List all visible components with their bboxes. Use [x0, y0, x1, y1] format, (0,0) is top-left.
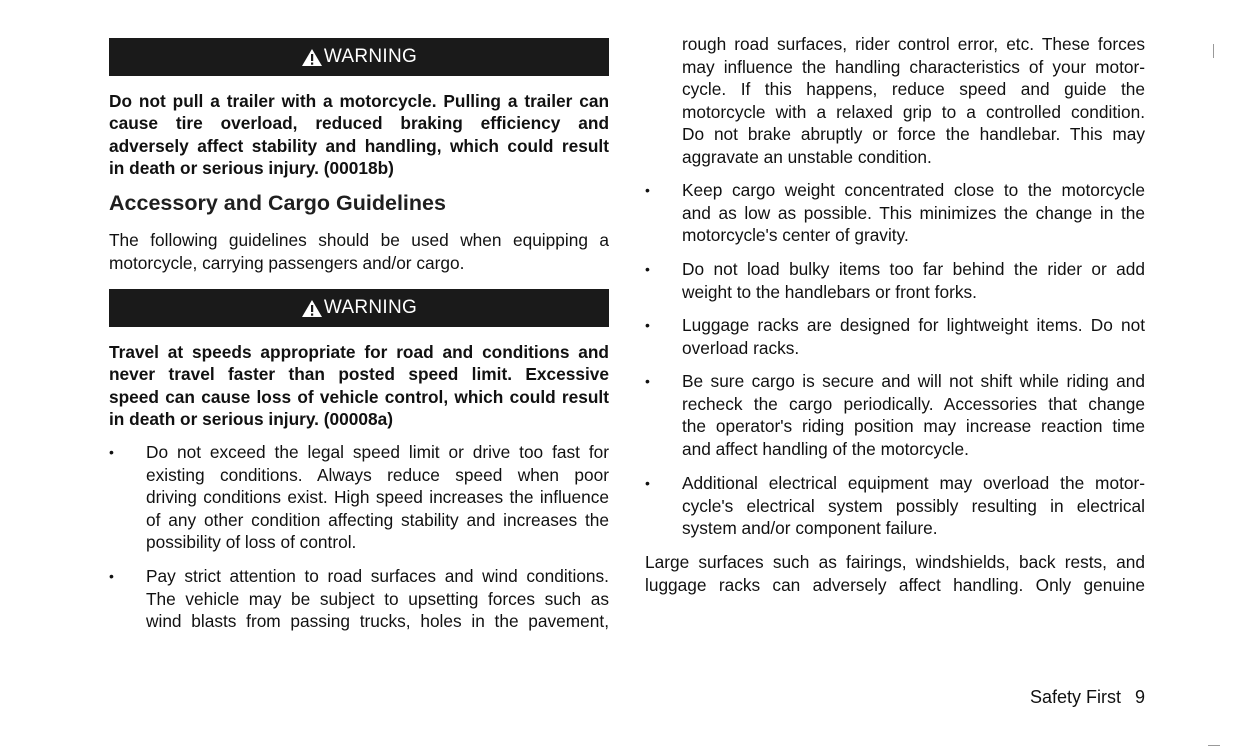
bullet-line: Do not exceed the legal speed limit or drive too fast for: [146, 442, 609, 462]
continuation-text: [682, 33, 1145, 168]
continuation-line: motorcycle with a relaxed grip to a controlled condition.: [682, 101, 1145, 122]
warning-label-1: WARNING: [323, 46, 418, 67]
bullet-line: cycle's electrical system possibly resulting in electrical: [682, 495, 1145, 516]
bullet-line: possibility of loss of control.: [146, 532, 357, 552]
bullet-marker: •: [109, 568, 114, 584]
bullet-text: [682, 472, 1145, 540]
bullet-text: [682, 314, 1145, 359]
bullet-marker: •: [645, 373, 650, 389]
closing-line: Large surfaces such as fairings, windshields, back rests, and: [645, 552, 1145, 572]
continuation-line: may influence the handling characteristics of your motor-: [682, 56, 1145, 77]
page-footer: [1030, 687, 1145, 708]
scan-edge-mark: [1208, 745, 1220, 746]
bullet-text: [682, 258, 1145, 303]
bullet-line: The vehicle may be subject to upsetting forces such as: [146, 588, 609, 609]
continuation-line: Do not brake abruptly or force the handlebar. This may: [682, 124, 1145, 144]
warning-label-2: WARNING: [323, 297, 418, 318]
warning-1-line: cause tire overload, reduced braking efficiency and: [109, 113, 609, 134]
continuation-line: aggravate an unstable condition.: [682, 146, 932, 167]
bullet-line: and affect handling of the motorcycle.: [682, 438, 969, 459]
scan-edge-mark: [1213, 44, 1214, 58]
warning-2-line: speed can cause loss of vehicle control, which could result: [109, 386, 609, 407]
warning-1-line: in death or serious injury. (00018b): [109, 157, 394, 178]
warning-triangle-icon: [301, 299, 323, 318]
bullet-marker: •: [645, 261, 650, 277]
bullet-marker: •: [645, 317, 650, 333]
footer-section-title: Safety First: [1029, 687, 1121, 707]
bullet-line: and as low as possible. This minimizes the change in the: [682, 202, 1145, 223]
warning-2-line: never travel faster than posted speed limit. Excessive: [109, 364, 609, 385]
bullet-marker: •: [645, 475, 650, 491]
bullet-marker: •: [109, 444, 114, 460]
warning-banner-1: [109, 38, 609, 76]
warning-2-line: Travel at speeds appropriate for road and conditions and: [109, 342, 609, 362]
intro-line: motorcycle, carrying passengers and/or cargo.: [109, 252, 465, 273]
bullet-line: overload racks.: [682, 337, 800, 358]
bullet-line: the operator's riding position may increase reaction time: [682, 416, 1145, 436]
bullet-line: Be sure cargo is secure and will not shift while riding and: [682, 371, 1145, 391]
page-number: 9: [1134, 687, 1145, 707]
bullet-line: system and/or component failure.: [682, 518, 938, 538]
closing-line: luggage racks can adversely affect handling. Only genuine: [645, 574, 1145, 595]
bullet-line: existing conditions. Always reduce speed when poor: [146, 464, 609, 485]
bullet-line: motorcycle's center of gravity.: [682, 225, 909, 245]
bullet-line: driving conditions exist. High speed increases the influence: [146, 487, 609, 507]
intro-line: The following guidelines should be used when equipping a: [109, 230, 609, 250]
intro-paragraph: [109, 229, 609, 274]
bullet-line: of any other condition affecting stability and increases the: [146, 509, 609, 530]
bullet-line: weight to the handlebars or front forks.: [682, 281, 977, 302]
section-heading: Accessory and Cargo Guidelines: [109, 191, 446, 215]
bullet-line: Luggage racks are designed for lightweight items. Do not: [682, 315, 1145, 335]
continuation-line: cycle. If this happens, reduce speed and guide the: [682, 79, 1145, 99]
warning-triangle-icon: [301, 48, 323, 67]
closing-paragraph: [645, 551, 1145, 596]
bullet-line: Pay strict attention to road surfaces and wind conditions.: [146, 566, 609, 586]
bullet-line: Do not load bulky items too far behind the rider or add: [682, 259, 1145, 279]
bullet-text: [146, 565, 609, 633]
bullet-line: recheck the cargo periodically. Accessories that change: [682, 393, 1145, 414]
bullet-marker: •: [645, 182, 650, 198]
warning-text-2: [109, 341, 609, 430]
continuation-line: rough road surfaces, rider control error, etc. These forces: [682, 34, 1145, 54]
bullet-line: Additional electrical equipment may overload the motor-: [682, 473, 1145, 493]
warning-1-line: adversely affect stability and handling, which could result: [109, 135, 609, 156]
bullet-text: [146, 441, 609, 554]
bullet-line: Keep cargo weight concentrated close to the motorcycle: [682, 180, 1145, 200]
warning-1-line: Do not pull a trailer with a motorcycle. Pulling a trailer can: [109, 91, 609, 111]
bullet-text: [682, 370, 1145, 460]
bullet-text: [682, 179, 1145, 247]
warning-text-1: [109, 90, 609, 179]
warning-banner-2: [109, 289, 609, 327]
warning-2-line: in death or serious injury. (00008a): [109, 408, 393, 429]
bullet-line: wind blasts from passing trucks, holes in the pavement,: [146, 611, 609, 631]
